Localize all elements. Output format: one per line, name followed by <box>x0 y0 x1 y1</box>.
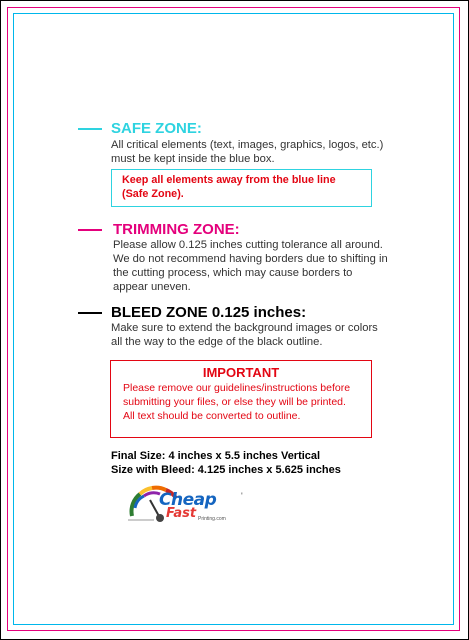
bleed-zone-description <box>111 321 378 349</box>
trimming-zone-line: appear uneven. <box>113 281 191 293</box>
logo-word-printing: Printing.com <box>198 516 226 522</box>
bleed-zone-line: Make sure to extend the background images or colors <box>111 322 378 334</box>
logo-word-cheap: Cheap <box>159 490 217 510</box>
safe-zone-callout-line: (Safe Zone). <box>122 188 184 200</box>
bleed-zone-heading: BLEED ZONE 0.125 inches: <box>111 304 307 321</box>
final-size: Final Size: 4 inches x 5.5 inches Vertical <box>111 450 321 462</box>
important-title: IMPORTANT <box>202 365 280 380</box>
safe-zone-dash <box>78 128 102 130</box>
important-text <box>123 381 373 423</box>
trimming-zone-heading: TRIMMING ZONE: <box>113 221 240 238</box>
trimming-zone-description <box>113 238 388 294</box>
size-info <box>111 449 341 477</box>
bleed-zone-line: all the way to the edge of the black outline. <box>111 336 323 348</box>
bleed-zone-dash <box>78 312 102 314</box>
important-line: Please remove our guidelines/instructions before <box>123 382 351 394</box>
important-notice-box <box>110 360 372 438</box>
stray-mark: ' <box>241 491 243 501</box>
trimming-zone-dash <box>78 229 102 231</box>
safe-zone-description <box>111 138 383 166</box>
safe-zone-line: All critical elements (text, images, graphics, logos, etc.) <box>111 139 384 151</box>
trimming-zone-line: We do not recommend having borders due to shifting in <box>113 253 388 265</box>
important-line: submitting your files, or else they will be printed. <box>123 396 346 408</box>
safe-zone-line: must be kept inside the blue box. <box>111 153 275 165</box>
safe-zone-heading: SAFE ZONE: <box>111 120 202 137</box>
bleed-size: Size with Bleed: 4.125 inches x 5.625 inches <box>111 464 341 476</box>
logo-word-fast: Fast <box>166 506 197 521</box>
cheap-fast-printing-logo <box>126 478 241 528</box>
safe-zone-callout-line: Keep all elements away from the blue line <box>122 174 336 186</box>
important-line: All text should be converted to outline. <box>123 410 301 422</box>
trimming-zone-line: Please allow 0.125 inches cutting tolerance all around. <box>113 239 383 251</box>
safe-zone-callout-box <box>111 169 372 207</box>
trimming-zone-line: the cutting process, which may cause borders to <box>113 267 353 279</box>
safe-zone-callout-text <box>122 173 372 201</box>
